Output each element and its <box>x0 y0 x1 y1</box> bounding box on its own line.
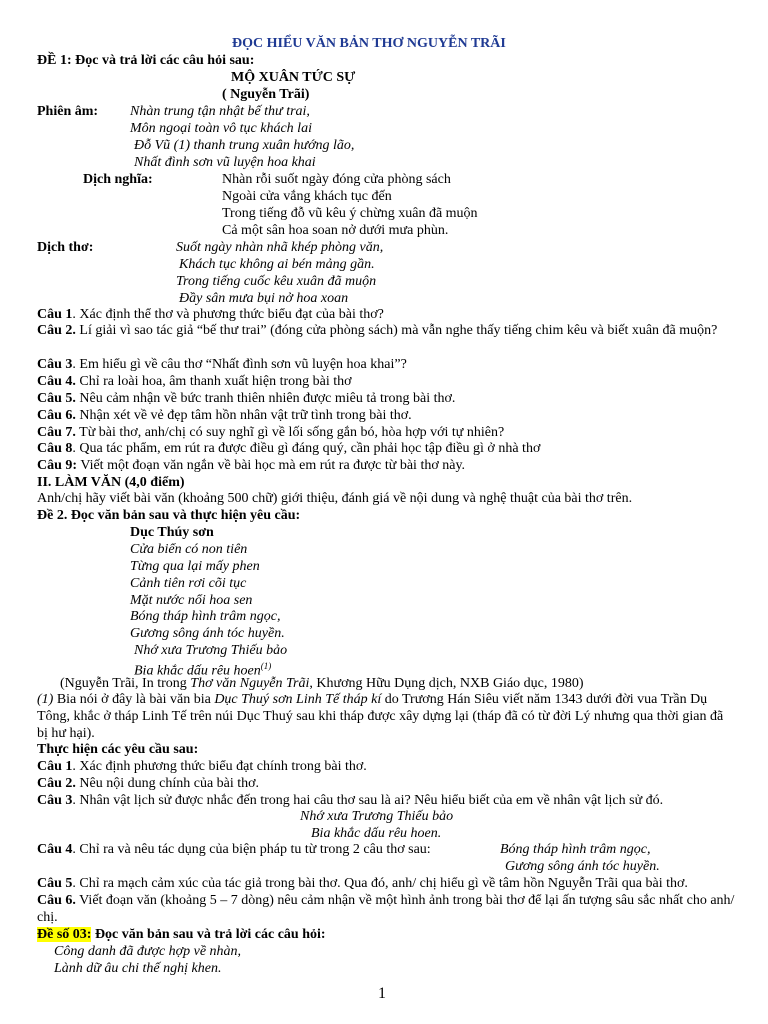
question-text: Viết đoạn văn (khoảng 5 – 7 dòng) nêu cảm nhận về một hình ảnh trong bài thơ để lại ấn tượng sâu sắc nhất cho anh/ chị. <box>37 893 735 925</box>
dich-tho-line: Trong tiếng cuốc kêu xuân đã muộn <box>176 274 377 289</box>
de3-heading <box>37 926 326 943</box>
de2-quote-line: Bia khắc dấu rêu hoen. <box>311 826 442 841</box>
question-label: Câu 1 <box>37 307 73 322</box>
de2-question <box>37 875 688 892</box>
question-text: Lí giải vì sao tác giả “bế thư trai” (đóng cửa phòng sách) mà vẫn nghe thấy tiếng chim kêu và biết xuân đã muộn? <box>79 323 718 338</box>
question-text: . Xác định phương thức biểu đạt chính trong bài thơ. <box>72 759 367 774</box>
de2-poem-line: Mặt nước nổi hoa sen <box>130 593 253 608</box>
question-label: Câu 3 <box>37 357 73 372</box>
de2-quote-line: Bóng tháp hình trâm ngọc, <box>500 842 651 857</box>
lam-van-text: Anh/chị hãy viết bài văn (khoảng 500 chữ) giới thiệu, đánh giá về nội dung và nghệ thuật của bài thơ trên. <box>37 491 633 506</box>
de1-poem-author: ( Nguyễn Trãi) <box>222 87 310 102</box>
de1-question <box>37 306 384 323</box>
question-label: Câu 5. <box>37 391 76 406</box>
de2-question <box>37 841 431 858</box>
phien-am-line: Đỗ Vũ (1) thanh trung xuân hướng lão, <box>134 138 355 153</box>
dich-tho-line: Khách tục không ai bén mảng gần. <box>179 257 375 272</box>
question-text: . Chỉ ra mạch cảm xúc của tác giả trong bài thơ. Qua đó, anh/ chị hiểu gì về tâm hồn Nguyễn Trãi qua bài thơ. <box>72 876 688 891</box>
question-text: Em hiểu gì về câu thơ “Nhất đình sơn vũ luyện hoa khai”? <box>79 357 407 372</box>
de2-footnote <box>37 691 737 742</box>
question-text: . Chỉ ra và nêu tác dụng của biện pháp tu từ trong 2 câu thơ sau: <box>72 842 431 857</box>
de1-heading-label: ĐỀ 1: <box>37 53 72 68</box>
question-text: Chỉ ra loài hoa, âm thanh xuất hiện trong bài thơ <box>79 374 352 389</box>
de1-question <box>37 407 412 424</box>
de2-source <box>60 675 584 692</box>
de1-heading-text: Đọc và trả lời các câu hỏi sau: <box>75 53 255 68</box>
de2-tasks-heading: Thực hiện các yêu cầu sau: <box>37 742 199 757</box>
footnote-text: Bia nói ở đây là bài văn bia <box>53 692 215 707</box>
question-label: Câu 1 <box>37 759 73 774</box>
dich-nghia-line: Trong tiếng đỗ vũ kêu ý chừng xuân đã muộn <box>222 206 478 221</box>
question-text: Nêu cảm nhận về bức tranh thiên nhiên được miêu tả trong bài thơ. <box>79 391 456 406</box>
question-text: Từ bài thơ, anh/chị có suy nghĩ gì về lối sống gắn bó, hòa hợp với tự nhiên? <box>79 425 505 440</box>
question-label: Câu 5 <box>37 876 73 891</box>
de2-poem-line: Cảnh tiên rơi cõi tục <box>130 576 247 591</box>
de2-poem-line: Gương sông ánh tóc huyền. <box>130 626 285 641</box>
document-title: ĐỌC HIỂU VĂN BẢN THƠ NGUYỄN TRÃI <box>232 36 506 51</box>
dich-nghia-label: Dịch nghĩa: <box>83 172 153 187</box>
dich-nghia-line: Ngoài cửa vắng khách tục đến <box>222 189 392 204</box>
source-part: (Nguyễn Trãi, In trong <box>60 676 191 691</box>
question-text: Xác định thể thơ và phương thức biểu đạt của bài thơ? <box>79 307 384 322</box>
dich-nghia-line: Cả một sân hoa soan nở dưới mưa phùn. <box>222 223 449 238</box>
footnote-number: (1) <box>37 692 54 707</box>
de3-heading-text: Đọc văn bản sau và trả lời các câu hỏi: <box>91 927 326 942</box>
de1-question <box>37 356 407 373</box>
de2-question <box>37 892 737 926</box>
de1-question <box>37 424 504 441</box>
de3-heading-label: Đề số 03: <box>37 927 92 942</box>
dich-tho-line: Đầy sân mưa bụi nở hoa xoan <box>179 291 349 306</box>
phien-am-label: Phiên âm: <box>37 104 99 119</box>
de1-question <box>37 322 737 339</box>
phien-am-line: Nhàn trung tận nhật bế thư trai, <box>130 104 310 119</box>
source-book-title: Thơ văn Nguyễn Trãi <box>190 676 310 691</box>
question-label: Câu 4. <box>37 374 76 389</box>
lam-van-heading: II. LÀM VĂN (4,0 điểm) <box>37 475 185 490</box>
question-label: Câu 6. <box>37 408 76 423</box>
question-text: Nêu nội dung chính của bài thơ. <box>75 776 260 791</box>
de1-question <box>37 440 540 457</box>
de2-quote-line: Gương sông ánh tóc huyền. <box>505 859 660 874</box>
phien-am-line: Môn ngoại toàn vô tục khách lai <box>130 121 312 136</box>
de1-question <box>37 457 465 474</box>
question-sep: . <box>72 357 80 372</box>
source-part: , Khương Hữu Dụng dịch, NXB Giáo dục, 1980) <box>309 676 584 691</box>
de1-poem-title: MỘ XUÂN TỨC SỰ <box>231 70 356 85</box>
de1-heading <box>37 52 254 69</box>
question-text: Nhận xét về vẻ đẹp tâm hồn nhân vật trữ tình trong bài thơ. <box>79 408 412 423</box>
page-number: 1 <box>378 985 386 1002</box>
de2-poem-line: Từng qua lại mấy phen <box>130 559 260 574</box>
question-text: Viết một đoạn văn ngắn về bài học mà em rút ra được từ bài thơ này. <box>80 458 466 473</box>
dich-nghia-line: Nhàn rỗi suốt ngày đóng cửa phòng sách <box>222 172 451 187</box>
de2-question <box>37 792 663 809</box>
question-text: Qua tác phẩm, em rút ra được điều gì đáng quý, cần phải học tập điều gì ở nhà thơ <box>79 441 541 456</box>
de2-question <box>37 758 367 775</box>
question-label: Câu 8 <box>37 441 73 456</box>
phien-am-line: Nhất đình sơn vũ luyện hoa khai <box>134 155 316 170</box>
de2-poem-line: Nhớ xưa Trương Thiếu bảo <box>134 643 288 658</box>
question-label: Câu 6. <box>37 893 76 908</box>
footnote-mark: (1) <box>260 661 272 671</box>
de1-question <box>37 373 352 390</box>
de2-heading: Đề 2. Đọc văn bản sau và thực hiện yêu cầu: <box>37 508 301 523</box>
de3-poem-line: Công danh đã được hợp về nhàn, <box>54 944 242 959</box>
question-label: Câu 2. <box>37 776 76 791</box>
footnote-work-title: Dục Thuý sơn Linh Tế tháp kí <box>214 692 382 707</box>
question-label: Câu 3 <box>37 793 73 808</box>
question-sep: . <box>72 441 80 456</box>
dich-tho-line: Suốt ngày nhàn nhã khép phòng văn, <box>176 240 384 255</box>
question-sep: . <box>72 307 80 322</box>
question-label: Câu 4 <box>37 842 73 857</box>
de2-question <box>37 775 259 792</box>
footnote-text: do Trương Hán Siêu viết năm 1343 dưới đời vua Trần Dụ Tông, khắc ở tháp Linh Tế trên núi Dục Thuý sau khi tháp được xây dựng lại (tháp đã có từ đời Lý nhưng qua thời gian đã bị hư hại). <box>37 692 724 741</box>
de3-poem-line: Lành dữ âu chi thế nghị khen. <box>54 961 222 976</box>
question-text: . Nhân vật lịch sử được nhắc đến trong hai câu thơ sau là ai? Nêu hiểu biết của em về nhân vật lịch sử đó. <box>72 793 664 808</box>
de2-quote-line: Nhớ xưa Trương Thiếu bảo <box>300 809 454 824</box>
question-label: Câu 7. <box>37 425 76 440</box>
question-label: Câu 9: <box>37 458 78 473</box>
question-label: Câu 2. <box>37 323 76 338</box>
de2-poem-line: Bóng tháp hình trâm ngọc, <box>130 609 281 624</box>
poem-line-text: Bia khắc dấu rêu hoen <box>134 663 261 679</box>
dich-tho-label: Dịch thơ: <box>37 240 94 255</box>
de1-question <box>37 390 455 407</box>
de2-poem-title: Dục Thúy sơn <box>130 525 214 540</box>
de2-poem-line: Cửa biển có non tiên <box>130 542 248 557</box>
